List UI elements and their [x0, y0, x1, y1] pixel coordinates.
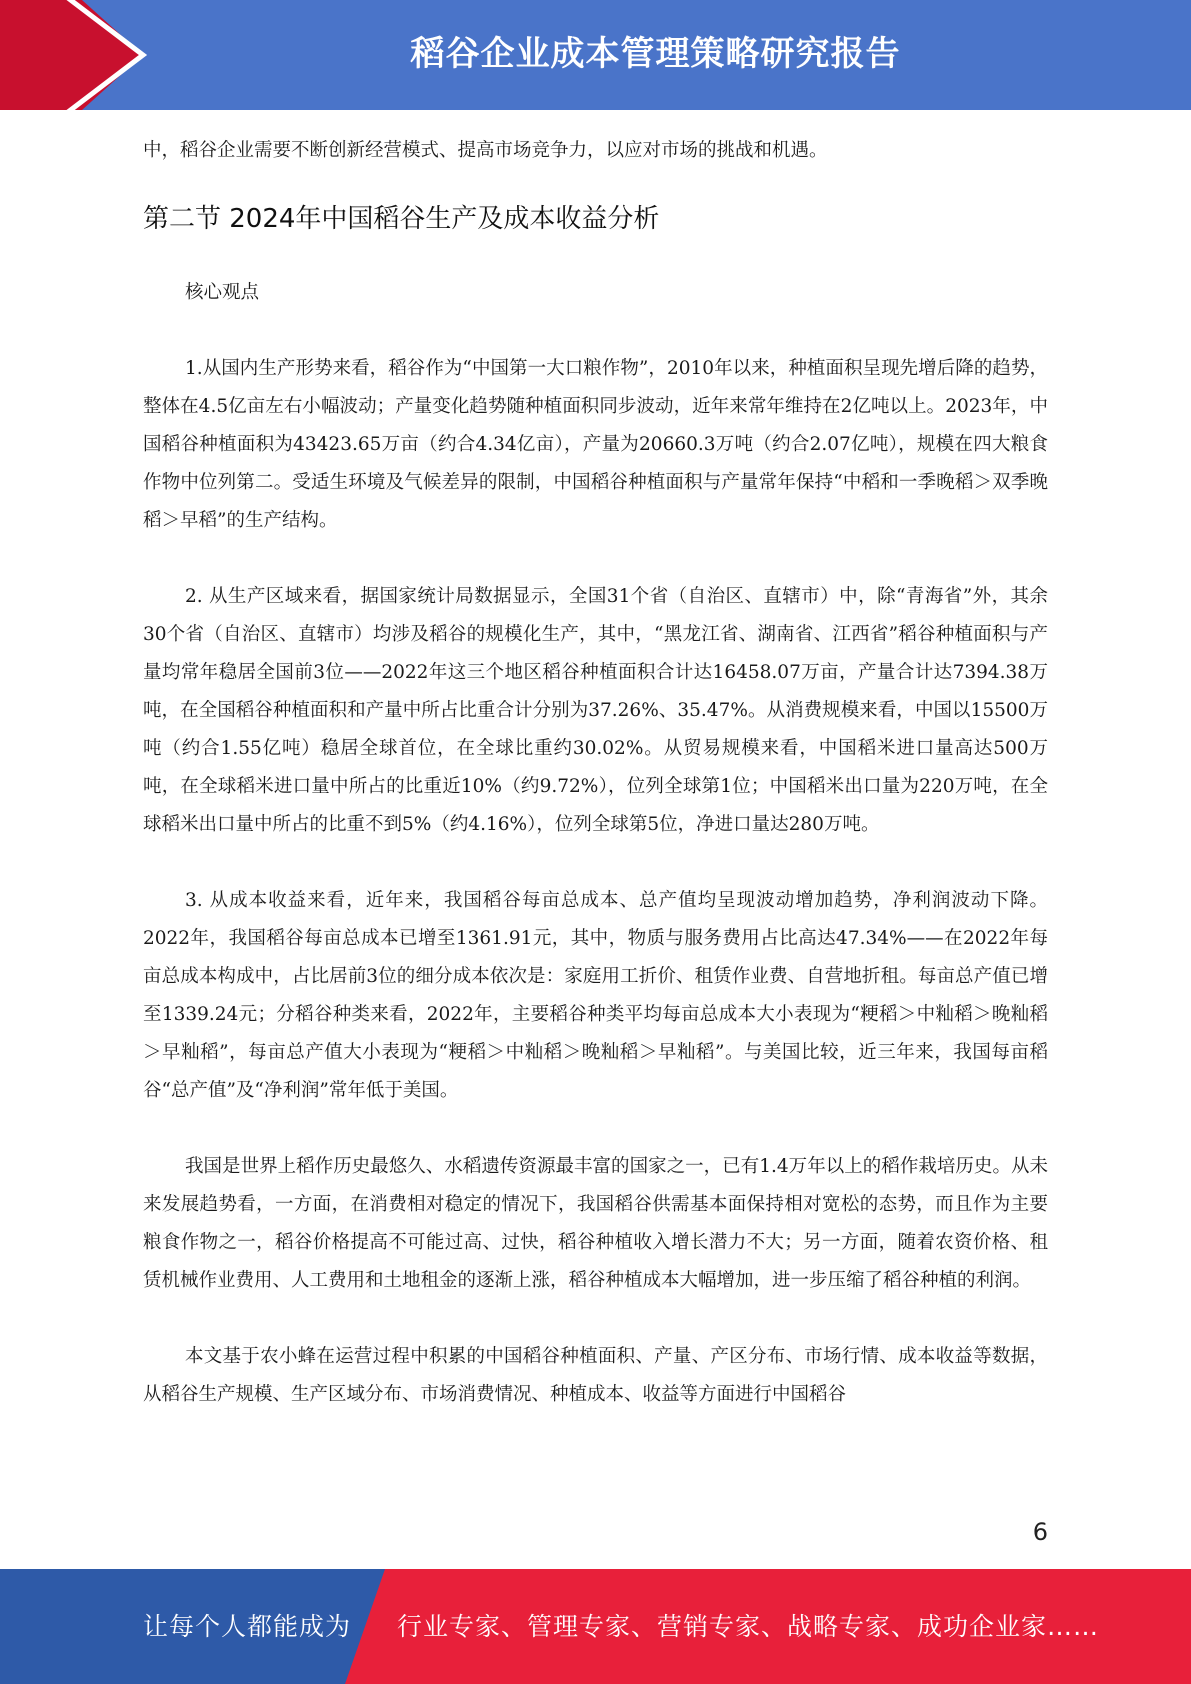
- key-point-3: 3. 从成本收益来看，近年来，我国稻谷每亩总成本、总产值均呈现波动增加趋势，净利润波动下降。2022年，我国稻谷每亩总成本已增至1361.91元，其中，物质与服务费用占比高达47.34%——在2022年每亩总成本构成中，占比居前3位的细分成本依次是：家庭用工折价、租赁作业费、自营地折租。每亩总产值已增至1339.24元；分稻谷种类来看，2022年，主要稻谷种类平均每亩总成本大小表现为“粳稻＞中籼稻＞晚籼稻＞早籼稻”，每亩总产值大小表现为“粳稻＞中籼稻＞晚籼稻＞早籼稻”。与美国比较，近三年来，我国每亩稻谷“总产值”及“净利润”常年低于美国。: [143, 890, 1048, 1101]
- key-point-1: 1.从国内生产形势来看，稻谷作为“中国第一大口粮作物”，2010年以来，种植面积呈现先增后降的趋势，整体在4.5亿亩左右小幅波动；产量变化趋势随种植面积同步波动，近年来常年维持在2亿吨以上。2023年，中国稻谷种植面积为43423.65万亩（约合4.34亿亩），产量为20660.3万吨（约合2.07亿吨），规模在四大粮食作物中位列第二。受适生环境及气候差异的限制，中国稻谷种植面积与产量常年保持“中稻和一季晚稻＞双季晚稻＞早稻”的生产结构。: [143, 358, 1048, 531]
- header-red-block: [0, 0, 143, 110]
- footer-slogan-left: 让每个人都能成为: [143, 1612, 352, 1641]
- core-view-label: 核心观点: [185, 282, 260, 303]
- basis-paragraph: 本文基于农小蜂在运营过程中积累的中国稻谷种植面积、产量、产区分布、市场行情、成本收益等数据，从稻谷生产规模、生产区域分布、市场消费情况、种植成本、收益等方面进行中国稻谷: [143, 1346, 1048, 1405]
- continuation-paragraph: 中，稻谷企业需要不断创新经营模式、提高市场竞争力，以应对市场的挑战和机遇。: [143, 140, 828, 161]
- page-header: [0, 0, 1191, 110]
- report-title: 稻谷企业成本管理策略研究报告: [410, 34, 901, 74]
- history-paragraph: 我国是世界上稻作历史最悠久、水稻遗传资源最丰富的国家之一，已有1.4万年以上的稻作栽培历史。从未来发展趋势看，一方面，在消费相对稳定的情况下，我国稻谷供需基本面保持相对宽松的态势，而且作为主要粮食作物之一，稻谷价格提高不可能过高、过快，稻谷种植收入增长潜力不大；另一方面，随着农资价格、租赁机械作业费用、人工费用和土地租金的逐渐上涨，稻谷种植成本大幅增加，进一步压缩了稻谷种植的利润。: [143, 1156, 1048, 1291]
- page-content: [143, 132, 1048, 1414]
- header-chevron-decoration: [0, 0, 150, 110]
- key-point-2: 2. 从生产区域来看，据国家统计局数据显示，全国31个省（自治区、直辖市）中，除“青海省”外，其余30个省（自治区、直辖市）均涉及稻谷的规模化生产，其中，“黑龙江省、湖南省、江西省”稻谷种植面积与产量均常年稳居全国前3位——2022年这三个地区稻谷种植面积合计达16458.07万亩，产量合计达7394.38万吨，在全国稻谷种植面积和产量中所占比重合计分别为37.26%、35.47%。从消费规模来看，中国以15500万吨（约合1.55亿吨）稳居全球首位，在全球比重约30.02%。从贸易规模来看，中国稻米进口量高达500万吨，在全球稻米进口量中所占的比重近10%（约9.72%），位列全球第1位；中国稻米出口量为220万吨，在全球稻米出口量中所占的比重不到5%（约4.16%），位列全球第5位，净进口量达280万吨。: [143, 586, 1048, 835]
- footer-slogan-right: 行业专家、管理专家、营销专家、战略专家、成功企业家……: [397, 1612, 1100, 1641]
- section-title: 第二节 2024年中国稻谷生产及成本收益分析: [143, 204, 660, 234]
- page-number: 6: [1032, 1518, 1048, 1546]
- page-footer: [0, 1569, 1191, 1684]
